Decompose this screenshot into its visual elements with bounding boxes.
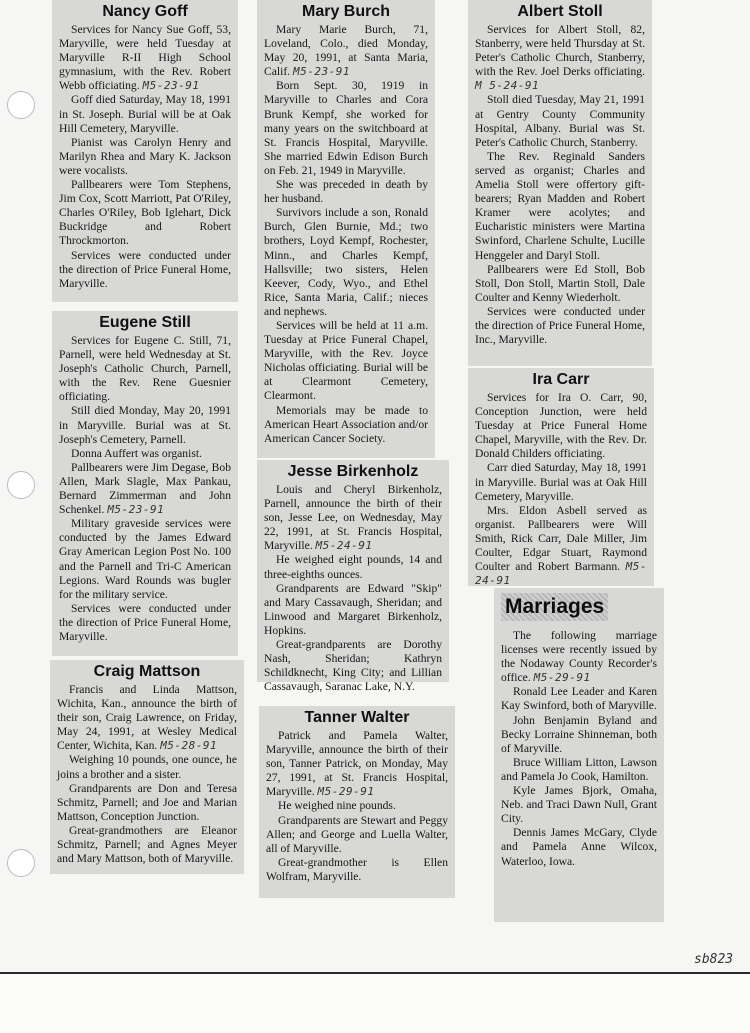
clipping-ira-carr: [468, 368, 654, 586]
clipping-title: Eugene Still: [99, 314, 191, 331]
paragraph: Stoll died Tuesday, May 21, 1991 at Gentry County Community Hospital, Albany. Burial was St. Peter's Catholic Church, Stanberry.: [475, 93, 645, 149]
paragraph: Weighing 10 pounds, one ounce, he joins a brother and a sister.: [57, 753, 237, 781]
paragraph: Goff died Saturday, May 18, 1991 in St. Joseph. Burial will be at Oak Hill Cemetery, Maryville.: [59, 93, 231, 135]
handwritten-date-note: M5-24-91: [475, 560, 647, 588]
handwritten-date-note: M5-29-91: [317, 785, 375, 799]
catalog-mark: sb823: [694, 952, 734, 967]
paragraph: She was preceded in death by her husband.: [264, 178, 428, 206]
page-bottom-margin: [0, 974, 750, 1033]
paragraph: Pallbearers were Ed Stoll, Bob Stoll, Don Stoll, Martin Stoll, Dale Coulter and Kenny Wiederholt.: [475, 262, 645, 304]
clipping-eugene-still: [52, 311, 238, 656]
paragraph: Patrick and Pamela Walter, Maryville, announce the birth of their son, Tanner Patrick, on Monday, May 27, 1991, at St. Francis Hospital, Maryville. M5-29-91: [266, 729, 448, 799]
handwritten-date-note: M5-28-91: [160, 739, 218, 753]
clipping-title: Ira Carr: [532, 371, 590, 388]
paragraph: Donna Auffert was organist.: [71, 446, 202, 460]
paragraph: Services for Nancy Sue Goff, 53, Maryville, were held Tuesday at Maryville R-II High School gymnasium, with the Rev. Robert Webb officiating. M5-23-91: [59, 23, 231, 93]
clipping-title: Nancy Goff: [102, 3, 188, 20]
paragraph: Pianist was Carolyn Henry and Marilyn Rhea and Mary K. Jackson were vocalists.: [59, 135, 231, 177]
handwritten-date-note: M5-29-91: [533, 671, 591, 685]
paragraph: Military graveside services were conducted by the James Edward Gray American Legion Post No. 100 and the Parnell and Tri-C American Legions. Ward Rounds was bugler for the military service.: [59, 517, 231, 601]
paragraph: Francis and Linda Mattson, Wichita, Kan., announce the birth of their son, Craig Lawrence, on Friday, May 24, 1991, at Wesley Medical Center, Wichita, Kan. M5-28-91: [57, 683, 237, 753]
paragraph: Pallbearers were Tom Stephens, Jim Cox, Scott Marriott, Pat O'Riley, Charles O'Riley, Bob Iglehart, Dick Buckridge and Robert Throckmorton.: [59, 178, 231, 248]
paragraph: Grandparents are Edward "Skip" and Mary Cassavaugh, Sheridan; and Linwood and Margaret Birkenholz, Hopkins.: [264, 581, 442, 637]
clipping-jesse-birkenholz: [257, 460, 449, 694]
paragraph: Memorials may be made to American Heart Association and/or American Cancer Society.: [264, 403, 428, 445]
paragraph: Services were conducted under the direction of Price Funeral Home, Maryville.: [59, 248, 231, 290]
clipping-title: Tanner Walter: [304, 709, 410, 726]
clipping-title: Mary Burch: [301, 3, 391, 20]
handwritten-date-note: M5-23-91: [142, 79, 200, 93]
paragraph: John Benjamin Byland and Becky Lorraine Shinneman, both of Maryville.: [501, 713, 657, 755]
binder-hole: [7, 471, 35, 499]
clipping-title: Craig Mattson: [93, 663, 201, 680]
paragraph: Carr died Saturday, May 18, 1991 in Maryville. Burial was at Oak Hill Cemetery, Maryville.: [475, 461, 647, 503]
paragraph: Dennis James McGary, Clyde and Pamela Anne Wilcox, Waterloo, Iowa.: [501, 826, 657, 868]
clipping-albert-stoll: [468, 0, 652, 366]
handwritten-date-note: M5-23-91: [293, 65, 350, 79]
paragraph: Great-grandparents are Dorothy Nash, Sheridan; Kathryn Schildknecht, King City; and Lillian Cassavaugh, Saranac Lake, N.Y.: [264, 638, 442, 694]
paragraph: Bruce William Litton, Lawson and Pamela Jo Cook, Hamilton.: [501, 755, 657, 783]
paragraph: Services will be held at 11 a.m. Tuesday at Price Funeral Chapel, Maryville, with the Rev. Joyce Nicholas officiating. Burial will be at Clearmont Cemetery, Clearmont.: [264, 318, 428, 403]
paragraph: Mary Marie Burch, 71, Loveland, Colo., died Monday, May 20, 1991, at Santa Maria, Calif. M5-23-91: [264, 23, 428, 79]
handwritten-date-note: M5-23-91: [107, 503, 165, 517]
paragraph: Grandparents are Stewart and Peggy Allen; and George and Luella Walter, all of Maryville.: [266, 813, 448, 855]
paragraph: Kyle James Bjork, Omaha, Neb. and Traci Dawn Null, Grant City.: [501, 784, 657, 826]
paragraph: Grandparents are Don and Teresa Schmitz, Parnell; and Joe and Marian Mattson, Conception Junction.: [57, 781, 237, 823]
clipping-nancy-goff: [52, 0, 238, 302]
clipping-title: Jesse Birkenholz: [287, 463, 419, 480]
paragraph: Services were conducted under the direction of Price Funeral Home, Maryville.: [59, 601, 231, 643]
clipping-title: Albert Stoll: [517, 3, 603, 20]
paragraph: Mrs. Eldon Asbell served as organist. Pallbearers were Will Smith, Rick Carr, Dale Miller, Jim Coulter, Edgar Stuart, Raymond Coulter and Robert Barmann. M5-24-91: [475, 503, 647, 588]
clipping-mary-burch: [257, 0, 435, 458]
paragraph: Services for Ira O. Carr, 90, Conception Junction, were held Tuesday at Price Funeral Home Chapel, Maryville, with the Rev. Dr. Donald Childers officiating.: [475, 391, 647, 461]
paragraph: Services for Albert Stoll, 82, Stanberry, were held Thursday at St. Peter's Catholic Church, Stanberry, with the Rev. Joel Derks officiating. M 5-24-91: [475, 23, 645, 93]
paragraph: He weighed eight pounds, 14 and three-eighths ounces.: [264, 553, 442, 581]
paragraph: He weighed nine pounds.: [278, 799, 396, 813]
clipping-craig-mattson: [50, 660, 244, 874]
binder-hole: [7, 91, 35, 119]
paragraph: Services were conducted under the direction of Price Funeral Home, Inc., Maryville.: [475, 304, 645, 347]
clipping-marriages: [494, 588, 664, 922]
paragraph: The following marriage licenses were recently issued by the Nodaway County Recorder's office. M5-29-91: [501, 629, 657, 685]
paragraph: Services for Eugene C. Still, 71, Parnell, were held Wednesday at St. Joseph's Catholic Church, Parnell, with the Rev. Rene Guesnier officiating.: [59, 334, 231, 404]
paragraph: The Rev. Reginald Sanders served as organist; Charles and Amelia Stoll were offertory gift-bearers; Ryan Madden and Robert Kramer were acolytes; and Eucharistic ministers were Martina Swinford, Charlene Schulte, Lucille Henggeler and Daryl Stoll.: [475, 149, 645, 262]
paragraph: Great-grandmothers are Eleanor Schmitz, Parnell; and Agnes Meyer and Mary Mattson, both of Maryville.: [57, 823, 237, 866]
paragraph: Still died Monday, May 20, 1991 in Maryville. Burial was at St. Joseph's Cemetery, Parnell.: [59, 404, 231, 446]
handwritten-date-note: M5-24-91: [315, 539, 373, 553]
paragraph: Great-grandmother is Ellen Wolfram, Maryville.: [266, 855, 448, 883]
handwritten-date-note: M 5-24-91: [475, 79, 540, 93]
paragraph: Ronald Lee Leader and Karen Kay Swinford, both of Maryville.: [501, 685, 657, 713]
paragraph: Born Sept. 30, 1919 in Maryville to Charles and Cora Brunk Kempf, she worked for many years on the switchboard at St. Francis Hospital, Maryville. She married Edwin Edison Burch on Feb. 21, 1949 in Maryville.: [264, 79, 428, 177]
paragraph: Louis and Cheryl Birkenholz, Parnell, announce the birth of their son, Jesse Lee, on Wednesday, May 22, 1991, at St. Francis Hospital, Maryville. M5-24-91: [264, 483, 442, 553]
paragraph: Survivors include a son, Ronald Burch, Glen Burnie, Md.; two brothers, Loyd Kempf, Rochester, Minn., and Charles Kempf, Hallsville; two sisters, Helen Keever, Cody, Wyo., and Ethel Rice, Santa Maria, Calif.; nieces and nephews.: [264, 206, 428, 318]
binder-hole: [7, 849, 35, 877]
paragraph: Pallbearers were Jim Degase, Bob Allen, Mark Slagle, Max Pankau, Bernard Zimmerman and John Schenkel. M5-23-91: [59, 460, 231, 517]
clipping-title: Marriages: [501, 593, 608, 621]
clipping-tanner-walter: [259, 706, 455, 898]
